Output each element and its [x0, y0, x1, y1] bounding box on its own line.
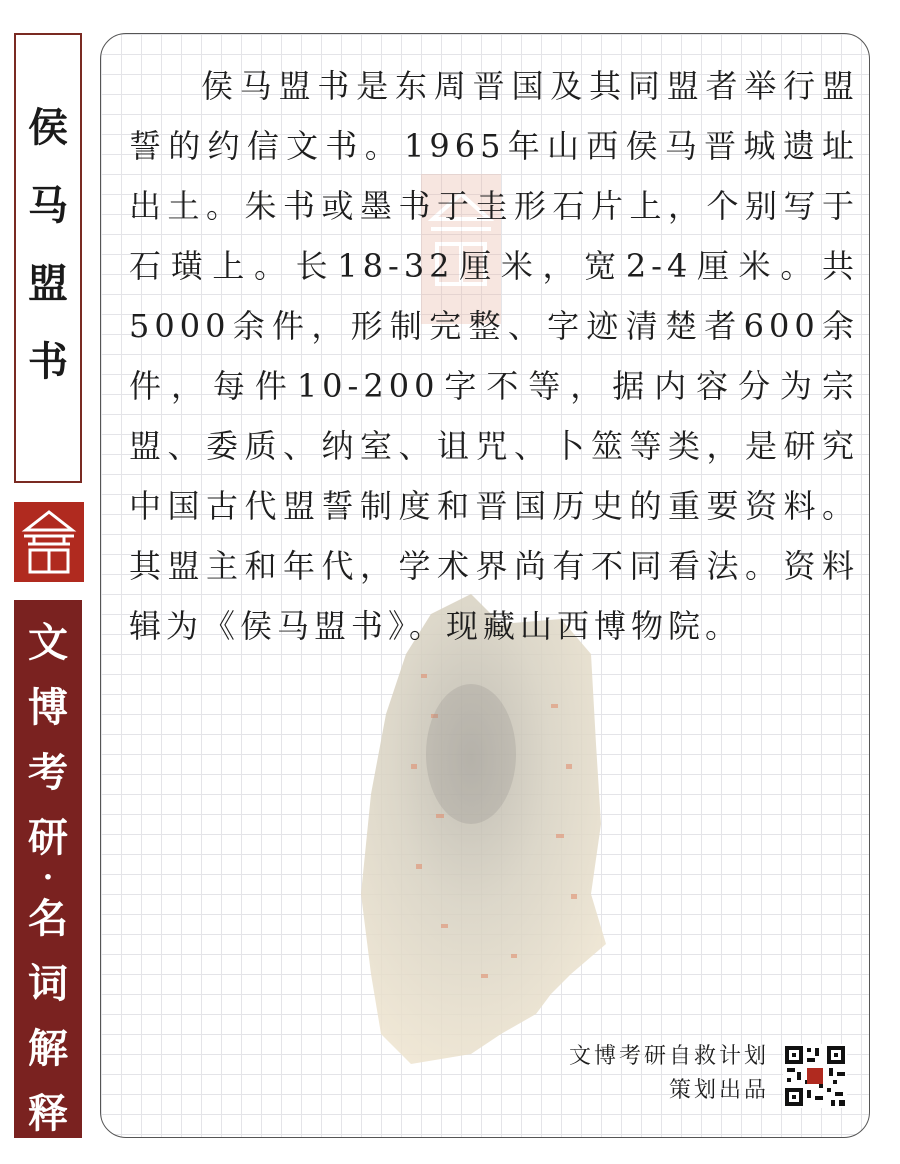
stone-tablet-image: [351, 594, 651, 1074]
series-char: 研: [28, 814, 68, 861]
title-char: 马: [28, 182, 68, 229]
credit-block: [569, 1040, 769, 1108]
series-char: 解: [28, 1025, 68, 1072]
title-char: 侯: [28, 104, 68, 151]
title-char: 书: [28, 338, 68, 385]
series-char: 考: [28, 749, 68, 796]
qr-code-icon[interactable]: [783, 1044, 847, 1108]
title-char: 盟: [28, 260, 68, 307]
credit-line: 策划出品: [668, 1078, 769, 1103]
series-char: 名: [28, 895, 68, 942]
series-char: ·: [42, 860, 54, 895]
seal-icon: [14, 502, 84, 582]
grid-paper: [100, 33, 870, 1138]
title-box: [14, 33, 82, 483]
series-label: [14, 600, 82, 1138]
series-char: 文: [28, 619, 68, 666]
series-char: 词: [28, 960, 68, 1007]
series-char: 博: [28, 684, 68, 731]
body-paragraph: 侯马盟书是东周晋国及其同盟者举行盟誓的约信文书。1965年山西侯马晋城遗址出土。朱书或墨书于圭形石片上，个别写于石璜上。长18-32厘米，宽2-4厘米。共5000余件，形制完整、字迹清楚者600余件，每件10-200字不等，据内容分为宗盟、委质、纳室、诅咒、卜筮等类，是研究中国古代盟誓制度和晋国历史的重要资料。其盟主和年代，学术界尚有不同看法。资料辑为《侯马盟书》。现藏山西博物院。: [129, 67, 859, 645]
series-char: 释: [28, 1090, 68, 1137]
credit-line: 文博考研自救计划: [568, 1044, 769, 1069]
